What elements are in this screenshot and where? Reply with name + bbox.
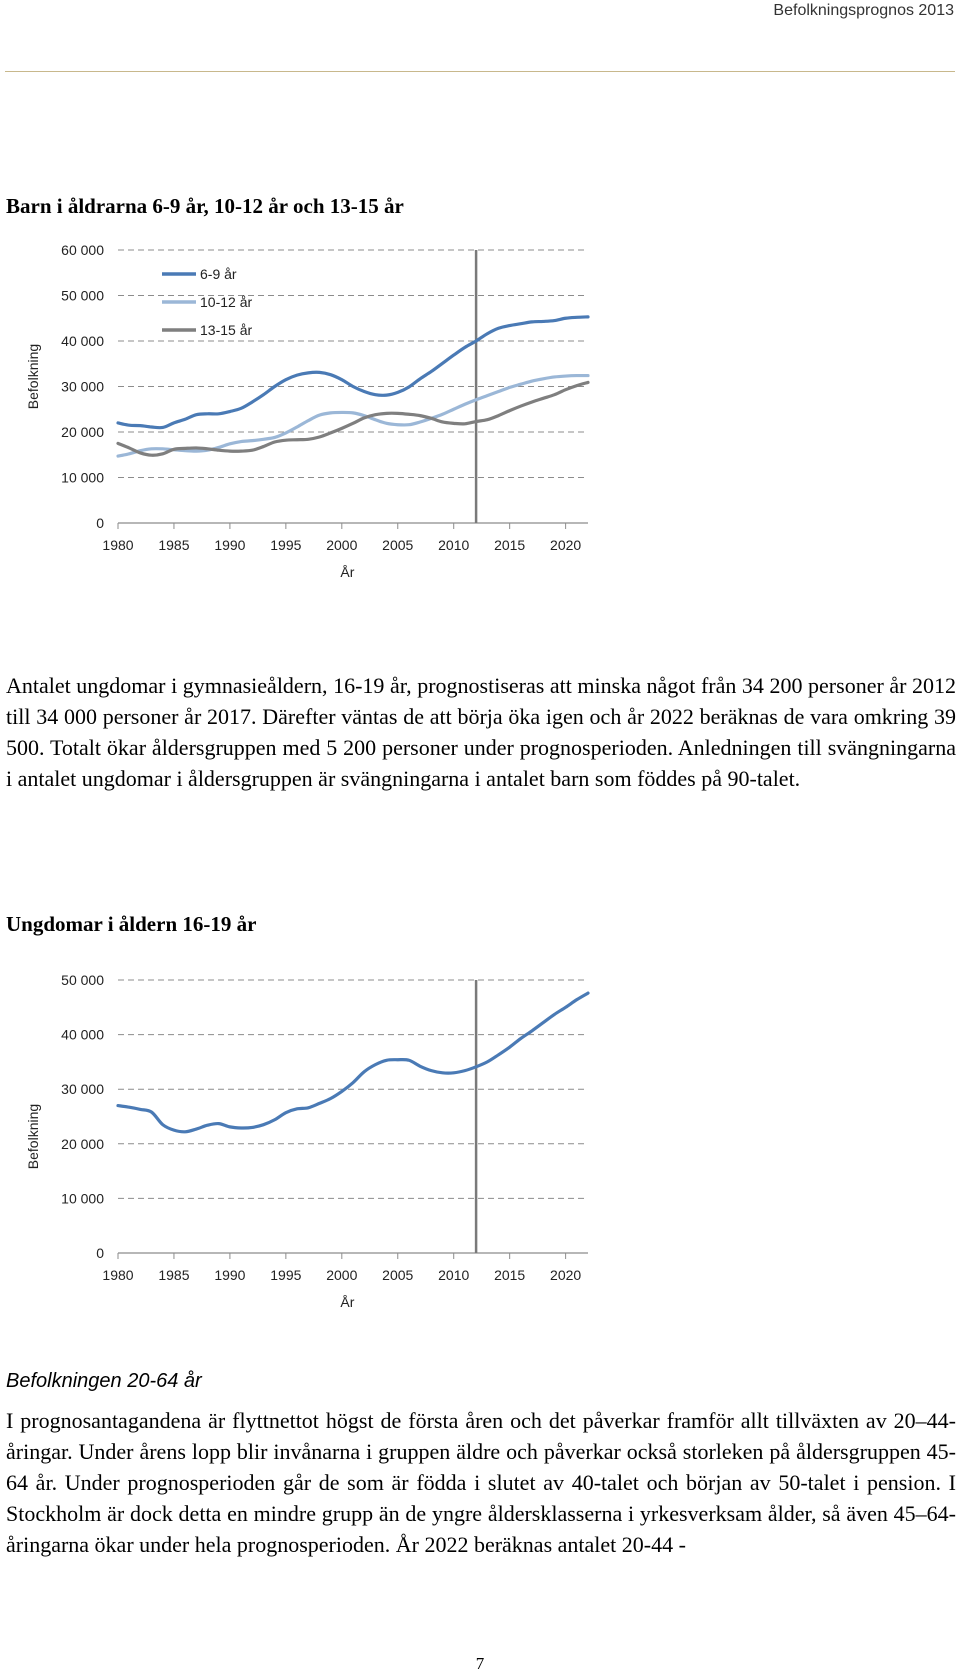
data-point-series-0 bbox=[240, 1127, 242, 1129]
data-point-series-0 bbox=[229, 1126, 231, 1128]
data-point-series-1 bbox=[218, 447, 220, 449]
data-point-series-0 bbox=[576, 317, 578, 319]
data-point-series-1 bbox=[531, 380, 533, 382]
data-point-series-1 bbox=[307, 420, 309, 422]
data-point-series-0 bbox=[240, 408, 242, 410]
data-point-series-0 bbox=[386, 1059, 388, 1061]
legend-label: 6-9 år bbox=[200, 266, 237, 282]
data-point-series-0 bbox=[520, 1038, 522, 1040]
data-point-series-0 bbox=[151, 426, 153, 428]
data-point-series-1 bbox=[419, 421, 421, 423]
data-point-series-0 bbox=[542, 1022, 544, 1024]
y-tick-label: 0 bbox=[96, 1245, 104, 1261]
data-point-series-0 bbox=[542, 321, 544, 323]
data-point-series-2 bbox=[375, 414, 377, 416]
data-point-series-1 bbox=[184, 450, 186, 452]
data-point-series-2 bbox=[554, 394, 556, 396]
data-point-series-2 bbox=[576, 385, 578, 387]
data-point-series-2 bbox=[274, 441, 276, 443]
data-point-series-1 bbox=[453, 408, 455, 410]
data-point-series-0 bbox=[341, 1091, 343, 1093]
data-point-series-0 bbox=[576, 999, 578, 1001]
data-point-series-0 bbox=[184, 418, 186, 420]
y-axis-label: Befolkning bbox=[25, 343, 41, 410]
y-tick-label: 30 000 bbox=[61, 378, 104, 395]
data-point-series-0 bbox=[319, 1103, 321, 1105]
data-point-series-1 bbox=[486, 395, 488, 397]
x-tick-label: 2000 bbox=[326, 537, 358, 553]
data-point-series-0 bbox=[218, 1123, 220, 1125]
data-point-series-0 bbox=[509, 325, 511, 327]
data-point-series-0 bbox=[486, 1061, 488, 1063]
x-tick-label: 1990 bbox=[214, 1267, 246, 1283]
data-point-series-2 bbox=[263, 446, 265, 448]
data-point-series-2 bbox=[542, 398, 544, 400]
data-point-series-0 bbox=[173, 422, 175, 424]
data-point-series-0 bbox=[386, 394, 388, 396]
data-point-series-1 bbox=[542, 378, 544, 380]
y-tick-label: 40 000 bbox=[61, 1026, 104, 1043]
data-point-series-0 bbox=[330, 374, 332, 376]
data-point-series-0 bbox=[375, 394, 377, 396]
data-point-series-0 bbox=[554, 1014, 556, 1016]
data-point-series-2 bbox=[565, 389, 567, 391]
data-point-series-0 bbox=[352, 1082, 354, 1084]
data-point-series-2 bbox=[330, 432, 332, 434]
data-point-series-2 bbox=[520, 405, 522, 407]
section-heading-youth: Ungdomar i åldern 16-19 år bbox=[6, 912, 257, 936]
x-tick-label: 1980 bbox=[102, 1267, 134, 1283]
data-point-series-0 bbox=[431, 1070, 433, 1072]
x-tick-label: 2000 bbox=[326, 1267, 358, 1283]
data-point-series-0 bbox=[408, 1059, 410, 1061]
line-chart-children-age-groups bbox=[0, 240, 960, 600]
x-axis-label: År bbox=[340, 564, 355, 580]
data-point-series-0 bbox=[307, 1107, 309, 1109]
data-point-series-0 bbox=[498, 1054, 500, 1056]
x-tick-label: 2020 bbox=[550, 1267, 582, 1283]
data-point-series-0 bbox=[442, 362, 444, 364]
data-point-series-0 bbox=[442, 1072, 444, 1074]
paragraph-adults: I prognosantagandena är flyttnettot högst de första åren och det påverkar framför allt tillväxten av 20–44-åringar. Under årens lopp blir invånarna i gruppen äldre och påverkar också storleken på åldersgruppen 45-64 år. Under prognosperioden går de som är födda i slutet av 40-talet och början av 50-talet i pension. I Stockholm är dock detta en mindre grupp än de yngre åldersklasserna i yrkesverksam ålder, så även 45–64-åringarna ökar under hela prognosperioden. År 2022 beräknas antalet 20-44 - bbox=[6, 1408, 956, 1557]
data-point-series-0 bbox=[251, 401, 253, 403]
data-point-series-2 bbox=[587, 382, 589, 384]
header-rule bbox=[5, 71, 955, 72]
y-tick-label: 50 000 bbox=[61, 287, 104, 304]
data-point-series-1 bbox=[397, 424, 399, 426]
data-point-series-0 bbox=[128, 424, 130, 426]
data-point-series-0 bbox=[531, 1030, 533, 1032]
data-point-series-1 bbox=[229, 443, 231, 445]
data-point-series-1 bbox=[330, 412, 332, 414]
data-point-series-2 bbox=[341, 428, 343, 430]
data-point-series-1 bbox=[285, 432, 287, 434]
data-point-series-0 bbox=[565, 1007, 567, 1009]
data-point-series-2 bbox=[229, 450, 231, 452]
data-point-series-1 bbox=[509, 387, 511, 389]
y-tick-label: 30 000 bbox=[61, 1081, 104, 1098]
data-point-series-0 bbox=[117, 1105, 119, 1107]
x-tick-label: 2020 bbox=[550, 537, 582, 553]
data-point-series-1 bbox=[587, 375, 589, 377]
data-point-series-0 bbox=[285, 379, 287, 381]
data-point-series-0 bbox=[274, 386, 276, 388]
data-point-series-2 bbox=[498, 415, 500, 417]
data-point-series-1 bbox=[408, 424, 410, 426]
data-point-series-1 bbox=[263, 438, 265, 440]
data-point-series-0 bbox=[263, 394, 265, 396]
data-point-series-0 bbox=[520, 323, 522, 325]
data-point-series-0 bbox=[218, 413, 220, 415]
data-point-series-0 bbox=[464, 347, 466, 349]
data-point-series-0 bbox=[162, 1124, 164, 1126]
series-line-0 bbox=[118, 317, 588, 428]
data-point-series-1 bbox=[375, 419, 377, 421]
y-tick-label: 60 000 bbox=[61, 242, 104, 258]
data-point-series-1 bbox=[128, 453, 130, 455]
data-point-series-0 bbox=[509, 1046, 511, 1048]
x-tick-label: 1990 bbox=[214, 537, 246, 553]
data-point-series-1 bbox=[498, 391, 500, 393]
x-tick-label: 1995 bbox=[270, 1267, 302, 1283]
data-point-series-0 bbox=[352, 386, 354, 388]
line-chart-youth-16-19 bbox=[0, 960, 960, 1330]
data-point-series-1 bbox=[162, 448, 164, 450]
data-point-series-0 bbox=[184, 1131, 186, 1133]
data-point-series-0 bbox=[363, 1071, 365, 1073]
data-point-series-0 bbox=[128, 1106, 130, 1108]
data-point-series-1 bbox=[341, 412, 343, 414]
section-heading-adults: Befolkningen 20-64 år bbox=[6, 1370, 202, 1392]
data-point-series-2 bbox=[486, 419, 488, 421]
data-point-series-1 bbox=[296, 426, 298, 428]
data-point-series-1 bbox=[352, 412, 354, 414]
data-point-series-2 bbox=[240, 450, 242, 452]
data-point-series-1 bbox=[565, 375, 567, 377]
x-tick-label: 1985 bbox=[158, 537, 190, 553]
data-point-series-2 bbox=[285, 439, 287, 441]
data-point-series-0 bbox=[408, 386, 410, 388]
series-line-0 bbox=[118, 993, 588, 1132]
data-point-series-2 bbox=[307, 438, 309, 440]
data-point-series-2 bbox=[296, 439, 298, 441]
y-tick-label: 40 000 bbox=[61, 333, 104, 349]
data-point-series-2 bbox=[352, 423, 354, 425]
data-point-series-1 bbox=[464, 403, 466, 405]
data-point-series-1 bbox=[442, 413, 444, 415]
data-point-series-0 bbox=[587, 316, 589, 318]
data-point-series-2 bbox=[408, 413, 410, 415]
data-point-series-0 bbox=[319, 372, 321, 374]
data-point-series-0 bbox=[453, 354, 455, 356]
data-point-series-1 bbox=[240, 441, 242, 443]
data-point-series-0 bbox=[330, 1098, 332, 1100]
data-point-series-2 bbox=[162, 453, 164, 455]
x-tick-label: 2010 bbox=[438, 1267, 470, 1283]
data-point-series-1 bbox=[274, 437, 276, 439]
x-axis-label: År bbox=[340, 1294, 355, 1310]
data-point-series-2 bbox=[453, 423, 455, 425]
data-point-series-2 bbox=[140, 452, 142, 454]
section-heading-children: Barn i åldrarna 6-9 år, 10-12 år och 13-15 år bbox=[6, 194, 404, 218]
data-point-series-0 bbox=[162, 427, 164, 429]
data-point-series-0 bbox=[565, 317, 567, 319]
data-point-series-0 bbox=[117, 422, 119, 424]
data-point-series-0 bbox=[453, 1072, 455, 1074]
data-point-series-2 bbox=[251, 449, 253, 451]
data-point-series-1 bbox=[151, 448, 153, 450]
data-point-series-0 bbox=[531, 321, 533, 323]
data-point-series-0 bbox=[419, 1065, 421, 1067]
data-point-series-1 bbox=[554, 376, 556, 378]
data-point-series-0 bbox=[375, 1064, 377, 1066]
x-tick-label: 2015 bbox=[494, 537, 526, 553]
x-tick-label: 2005 bbox=[382, 537, 414, 553]
data-point-series-2 bbox=[218, 449, 220, 451]
data-point-series-2 bbox=[509, 410, 511, 412]
x-tick-label: 2005 bbox=[382, 1267, 414, 1283]
legend-label: 13-15 år bbox=[200, 322, 253, 338]
header-title: Befolkningsprognos 2013 bbox=[773, 2, 954, 19]
data-point-series-1 bbox=[520, 383, 522, 385]
data-point-series-2 bbox=[319, 436, 321, 438]
data-point-series-0 bbox=[341, 379, 343, 381]
data-point-series-1 bbox=[576, 375, 578, 377]
data-point-series-2 bbox=[386, 413, 388, 415]
data-point-series-0 bbox=[554, 320, 556, 322]
y-tick-label: 20 000 bbox=[61, 1135, 104, 1152]
data-point-series-2 bbox=[117, 443, 119, 445]
x-tick-label: 1980 bbox=[102, 537, 134, 553]
y-tick-label: 20 000 bbox=[61, 424, 104, 440]
legend-label: 10-12 år bbox=[200, 294, 253, 310]
data-point-series-1 bbox=[117, 455, 119, 457]
x-tick-label: 1985 bbox=[158, 1267, 190, 1283]
data-point-series-0 bbox=[229, 411, 231, 413]
data-point-series-2 bbox=[464, 423, 466, 425]
data-point-series-2 bbox=[151, 454, 153, 456]
page-number: 7 bbox=[475, 1654, 485, 1673]
data-point-series-2 bbox=[363, 417, 365, 419]
data-point-series-2 bbox=[431, 418, 433, 420]
data-point-series-2 bbox=[419, 415, 421, 417]
data-point-series-0 bbox=[296, 1108, 298, 1110]
data-point-series-0 bbox=[263, 1124, 265, 1126]
data-point-series-0 bbox=[140, 1109, 142, 1111]
data-point-series-0 bbox=[431, 371, 433, 373]
data-point-series-0 bbox=[196, 414, 198, 416]
data-point-series-1 bbox=[251, 440, 253, 442]
data-point-series-0 bbox=[486, 333, 488, 335]
data-point-series-0 bbox=[475, 1066, 477, 1068]
data-point-series-0 bbox=[464, 1070, 466, 1072]
data-point-series-0 bbox=[419, 378, 421, 380]
data-point-series-2 bbox=[397, 413, 399, 415]
y-axis-label: Befolkning bbox=[25, 1103, 41, 1170]
paragraph-youth: Antalet ungdomar i gymnasieåldern, 16-19 år, prognostiseras att minska något från 34 200 personer år 2012 till 34 000 personer år 2017. Därefter väntas de att börja öka igen och år 2022 beräknas de vara omkring 39 500. Totalt ökar åldersgruppen med 5 200 personer under prognosperioden. Anledningen till svängningarna i antalet ungdomar i åldersgruppen är svängningarna i antalet barn som föddes på 90-talet. bbox=[6, 673, 956, 791]
data-point-series-1 bbox=[196, 450, 198, 452]
data-point-series-0 bbox=[498, 327, 500, 329]
data-point-series-0 bbox=[296, 374, 298, 376]
data-point-series-1 bbox=[319, 414, 321, 416]
y-tick-label: 10 000 bbox=[61, 1190, 104, 1207]
data-point-series-0 bbox=[251, 1127, 253, 1129]
x-tick-label: 2015 bbox=[494, 1267, 526, 1283]
data-point-series-0 bbox=[397, 392, 399, 394]
data-point-series-2 bbox=[173, 448, 175, 450]
data-point-series-0 bbox=[307, 372, 309, 374]
data-point-series-2 bbox=[475, 421, 477, 423]
data-point-series-2 bbox=[207, 448, 209, 450]
data-point-series-0 bbox=[363, 391, 365, 393]
data-point-series-1 bbox=[475, 399, 477, 401]
x-tick-label: 1995 bbox=[270, 537, 302, 553]
data-point-series-2 bbox=[128, 447, 130, 449]
data-point-series-0 bbox=[173, 1129, 175, 1131]
data-point-series-2 bbox=[196, 447, 198, 449]
data-point-series-2 bbox=[184, 448, 186, 450]
data-point-series-0 bbox=[207, 413, 209, 415]
data-point-series-0 bbox=[397, 1059, 399, 1061]
data-point-series-1 bbox=[386, 423, 388, 425]
y-tick-label: 50 000 bbox=[61, 972, 104, 988]
data-point-series-0 bbox=[587, 992, 589, 994]
data-point-series-0 bbox=[151, 1111, 153, 1113]
data-point-series-0 bbox=[207, 1124, 209, 1126]
data-point-series-0 bbox=[140, 425, 142, 427]
data-point-series-0 bbox=[196, 1128, 198, 1130]
y-tick-label: 0 bbox=[96, 515, 104, 531]
data-point-series-0 bbox=[285, 1112, 287, 1114]
x-tick-label: 2010 bbox=[438, 537, 470, 553]
data-point-series-0 bbox=[475, 340, 477, 342]
data-point-series-0 bbox=[274, 1119, 276, 1121]
data-point-series-2 bbox=[531, 401, 533, 403]
y-tick-label: 10 000 bbox=[61, 469, 104, 486]
data-point-series-2 bbox=[442, 421, 444, 423]
